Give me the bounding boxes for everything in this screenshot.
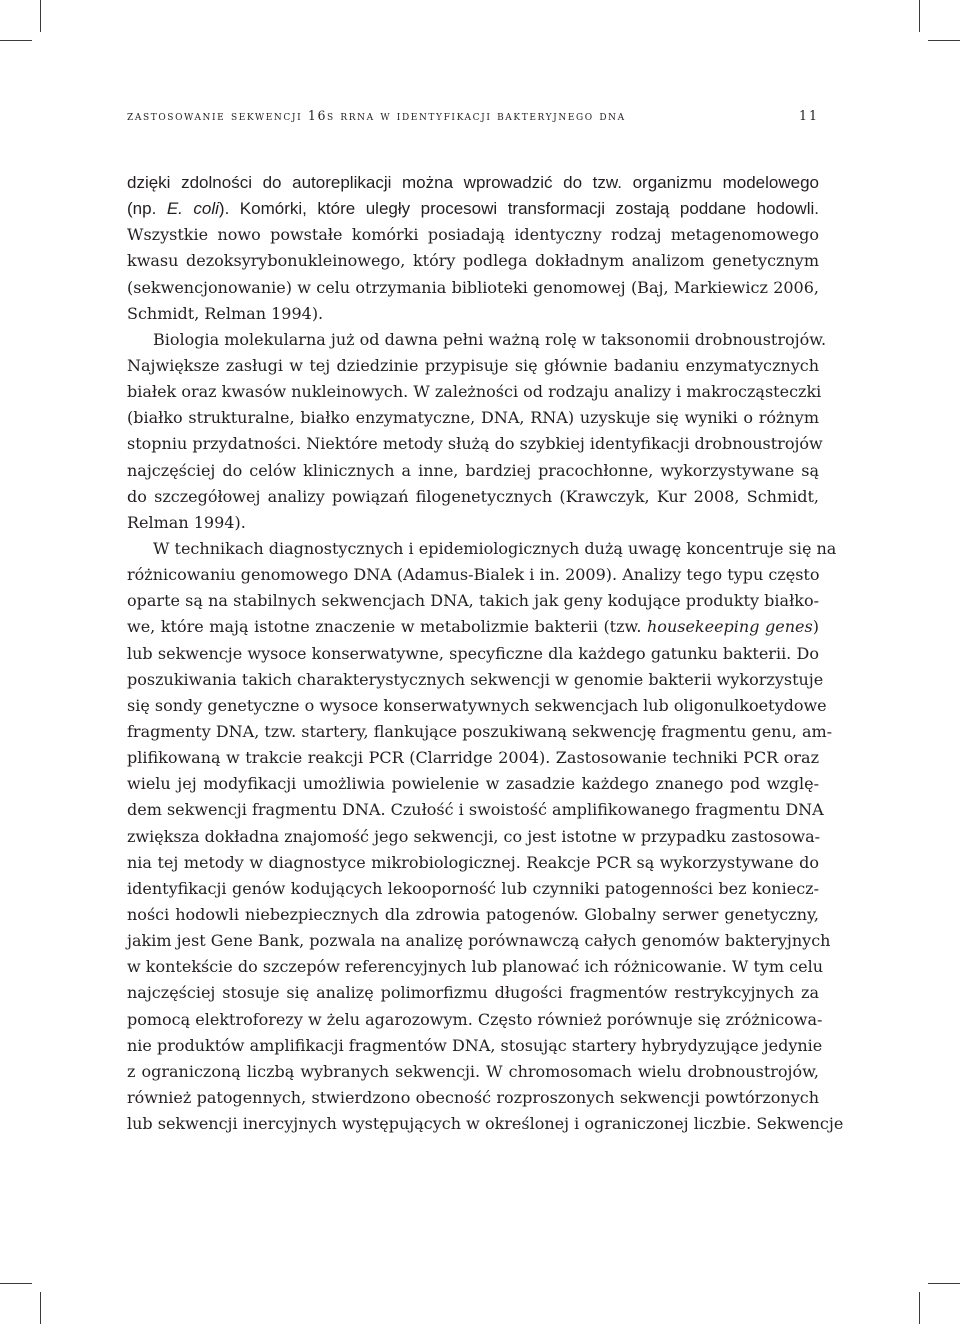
text-line (127, 1059, 819, 1085)
text-segment: kwasu dezoksyrybonukleinowego, który podlega dokładnym analizom genetycznym (127, 251, 819, 271)
text-line (127, 954, 824, 980)
text-segment: najczęściej do celów klinicznych a inne, bardziej pracochłonne, wykorzystywane są (127, 460, 819, 480)
text-line (127, 510, 819, 536)
text-line (127, 876, 819, 902)
crop-mark-bottom-left-h (0, 1283, 32, 1284)
text-segment: pomocą elektroforezy w żelu agarozowym. Często również porównuje się zróżnicowa- (127, 1009, 823, 1029)
text-segment: identyfikacji genów kodujących lekooporność lub czynniki patogenności bez koniecz- (127, 878, 819, 898)
text-segment: dzięki zdolności do autoreplikacji można wprowadzić do tzw. organizmu modelowego (127, 173, 819, 192)
text-segment: do szczegółowej analizy powiązań filogenetycznych (Krawczyk, Kur 2008, Schmidt, (127, 486, 819, 506)
crop-mark-bottom-right-h (928, 1283, 960, 1284)
italic-text: E. coli (166, 199, 219, 219)
text-segment: Biologia molekularna już od dawna pełni ważną rolę w taksonomii drobnoustrojów. (153, 329, 827, 349)
running-head (127, 108, 819, 128)
text-line (127, 536, 837, 562)
text-segment: nie produktów amplifikacji fragmentów DNA, stosując startery hybrydyzujące jedynie (127, 1035, 823, 1055)
text-line (127, 562, 819, 588)
text-segment: najczęściej stosuje się analizę polimorfizmu długości fragmentów restrykcyjnych za (127, 983, 819, 1003)
text-line (127, 771, 819, 797)
text-segment: (np. (127, 199, 167, 219)
text-line (127, 275, 819, 301)
text-line (127, 1033, 823, 1059)
text-segment: jakim jest Gene Bank, pozwala na analizę porównawczą całych genomów bakteryjnych (127, 931, 831, 951)
text-segment: wielu jej modyfikacji umożliwia powielenie w zasadzie każdego znanego pod wzglę- (127, 774, 819, 794)
text-line (127, 719, 833, 745)
text-line (127, 222, 819, 248)
text-segment: białek oraz kwasów nukleinowych. W zależności od rodzaju analizy i makrocząsteczki (127, 382, 822, 402)
text-line (127, 850, 819, 876)
text-line (127, 170, 819, 196)
text-segment: lub sekwencji inercyjnych występujących w określonej i ograniczonej liczbie. Sekwencje (127, 1114, 844, 1134)
text-segment: Wszystkie nowo powstałe komórki posiadają identyczny rodzaj metagenomowego (127, 225, 819, 245)
text-line (127, 902, 819, 928)
text-line (127, 745, 819, 771)
text-line (127, 1085, 819, 1111)
text-line (127, 458, 819, 484)
text-line (127, 980, 819, 1006)
text-segment: oparte są na stabilnych sekwencjach DNA, takich jak geny kodujące produkty białko- (127, 591, 819, 611)
text-segment: lub sekwencje wysoce konserwatywne, specyficzne dla każdego gatunku bakterii. Do (127, 643, 819, 663)
text-segment: również patogennych, stwierdzono obecność rozproszonych sekwencji powtórzonych (127, 1087, 819, 1107)
text-segment: zwiększa dokładna znajomość jego sekwencji, co jest istotne w przypadku zastosowa- (127, 826, 821, 846)
text-line (127, 641, 819, 667)
crop-mark-top-right (919, 0, 920, 32)
body-text (127, 170, 844, 1137)
text-segment: dem sekwencji fragmentu DNA. Czułość i swoistość amplifikowanego fragmentu DNA (127, 800, 824, 820)
text-segment: (białko strukturalne, białko enzymatyczne, DNA, RNA) uzyskuje się wyniki o różnym (127, 408, 819, 428)
italic-text: housekeeping genes (647, 617, 813, 637)
text-line (127, 431, 823, 457)
text-segment: stopniu przydatności. Niektóre metody służą do szybkiej identyfikacji drobnoustrojów (127, 434, 823, 454)
text-line (127, 797, 824, 823)
text-line (127, 614, 819, 640)
text-segment: poszukiwania takich charakterystycznych sekwencji w genomie bakterii wykorzystuje (127, 669, 824, 689)
text-segment: we, które mają istotne znaczenie w metabolizmie bakterii (tzw. (127, 617, 647, 637)
text-line (127, 196, 819, 222)
text-segment: różnicowaniu genomowego DNA (Adamus-Bialek i in. 2009). Analizy tego typu często (127, 565, 820, 585)
text-segment: (sekwencjonowanie) w celu otrzymania biblioteki genomowej (Baj, Markiewicz 2006, (127, 277, 819, 297)
text-segment: fragmenty DNA, tzw. startery, flankujące poszukiwaną sekwencję fragmentu genu, am- (127, 721, 833, 741)
text-line (127, 693, 827, 719)
text-segment: Schmidt, Relman 1994). (127, 303, 324, 323)
page-number: 11 (798, 108, 819, 123)
text-line (127, 667, 824, 693)
text-segment: Największe zasługi w tej dziedzinie przypisuje się głównie badaniu enzymatycznych (127, 355, 819, 375)
running-title: zastosowanie sekwencji 16s rrna w identyfikacji bakteryjnego dna (127, 108, 626, 123)
text-line (127, 928, 831, 954)
crop-mark-bottom-left (40, 1292, 41, 1324)
text-line (127, 301, 819, 327)
text-segment: nia tej metody w diagnostyce mikrobiologicznej. Reakcje PCR są wykorzystywane do (127, 852, 819, 872)
text-segment: plifikowaną w trakcie reakcji PCR (Clarridge 2004). Zastosowanie techniki PCR oraz (127, 748, 819, 768)
text-line (127, 353, 819, 379)
text-line (127, 484, 819, 510)
text-segment: się sondy genetyczne o wysoce konserwatywnych sekwencjach lub oligonulkoetydowe (127, 695, 827, 715)
text-line (127, 588, 819, 614)
crop-mark-bottom-right (919, 1292, 920, 1324)
text-line (127, 379, 822, 405)
text-line (127, 327, 827, 353)
text-segment: Relman 1994). (127, 512, 246, 532)
text-segment: W technikach diagnostycznych i epidemiologicznych dużą uwagę koncentruje się na (153, 538, 837, 558)
text-segment: ) (812, 617, 819, 637)
text-line (127, 405, 819, 431)
text-segment: ności hodowli niebezpiecznych dla zdrowia patogenów. Globalny serwer genetyczny, (127, 904, 819, 924)
text-line (127, 248, 819, 274)
text-segment: ). Komórki, które uległy procesowi transformacji zostają poddane hodowli. (218, 199, 819, 219)
text-line (127, 1007, 823, 1033)
crop-mark-top-left-h (0, 40, 32, 41)
text-segment: z ograniczoną liczbą wybranych sekwencji. W chromosomach wielu drobnoustrojów, (127, 1061, 819, 1081)
text-segment: w kontekście do szczepów referencyjnych lub planować ich różnicowanie. W tym celu (127, 957, 824, 977)
crop-mark-top-right-h (928, 40, 960, 41)
crop-mark-top-left (40, 0, 41, 32)
text-line (127, 1111, 844, 1137)
text-line (127, 824, 819, 850)
